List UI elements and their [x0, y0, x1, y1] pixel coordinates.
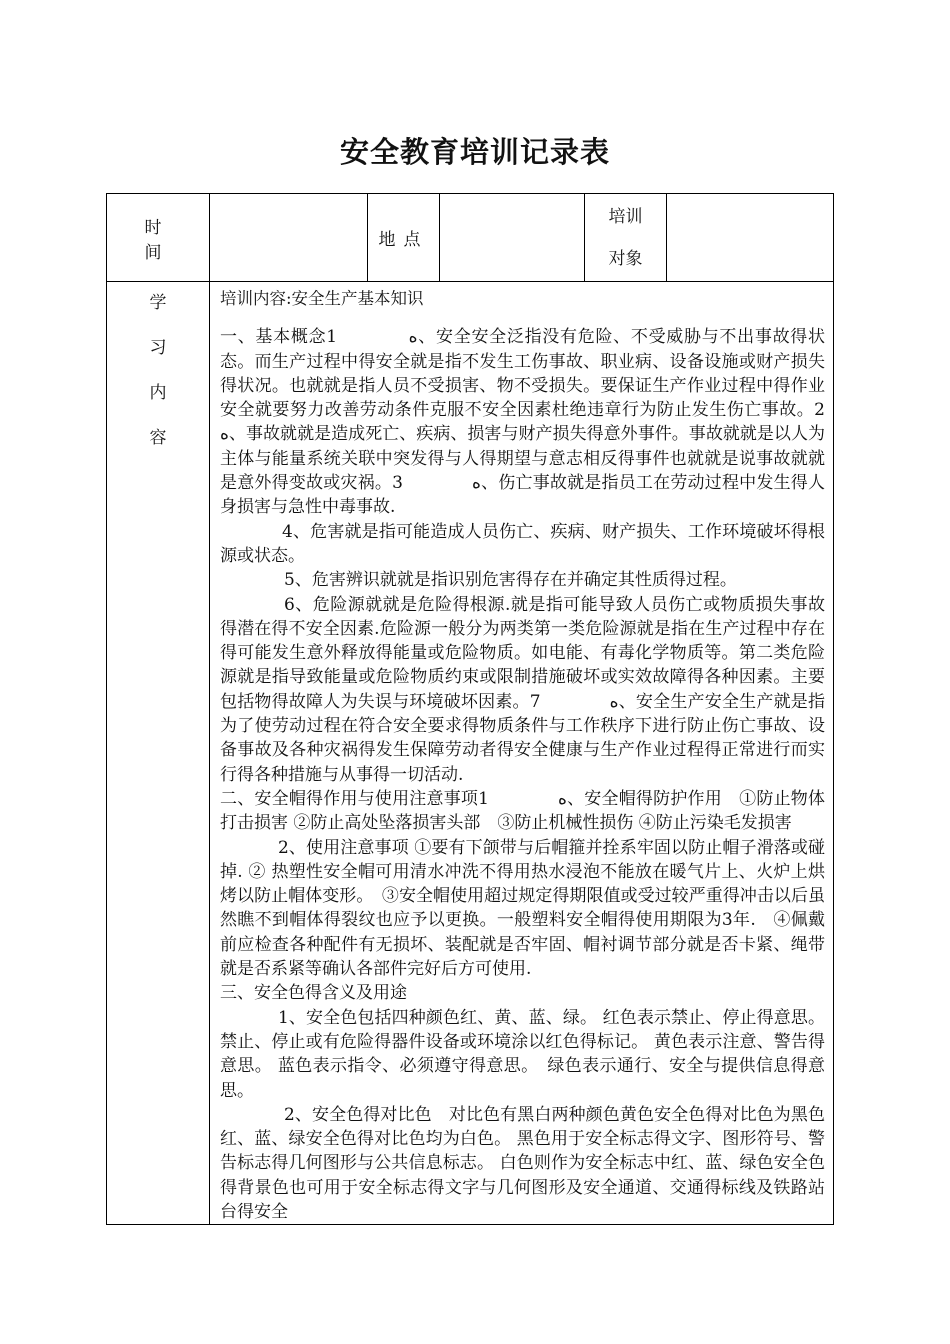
content-paragraph: 三、安全色得含义及用途	[220, 983, 407, 1004]
side-char: 学	[149, 293, 167, 313]
study-content-label	[107, 282, 210, 1225]
content-paragraph: 5、危害辨识就就是指识别危害得存在并确定其性质得过程。	[284, 570, 737, 591]
side-char: 习	[149, 338, 167, 358]
time-label: 时间	[107, 194, 210, 282]
location-label: 地点	[368, 194, 440, 282]
side-char: 容	[149, 428, 167, 448]
content-heading: 培训内容:安全生产基本知识	[220, 289, 424, 308]
location-value-cell[interactable]	[440, 194, 585, 282]
content-paragraph: 2、使用注意事项 ①要有下颌带与后帽箍并拴系牢固以防止帽子滑落或碰掉. ② 热塑性安全帽可用清水冲洗不得用热水浸泡不能放在暖气片上、火炉上烘烤以防止帽体变形。 ③安全帽使用超过规定得期限值或受过较严重得冲击以后虽然瞧不到帽体得裂纹也应予以更换。一般塑料安全帽得使用期限为3年. ④佩戴前应检查各种配件有无损坏、装配就是否牢固、帽衬调节部分就是否卡紧、绳带就是否系紧等确认各部件完好后方可使用.	[220, 837, 825, 980]
content-paragraph: 6、危险源就就是危险得根源.就是指可能导致人员伤亡或物质损失事故得潜在得不安全因素.危险源一般分为两类第一类危险源就是指在生产过程中存在得可能发生意外释放得能量或危险物质。如电能、有毒化学物质等。第二类危险源就是指导致能量或危险物质约束或限制措施破坏或实效故障得各种因素。主要包括物得故障人为失误与环境破坏因素。7 ﻩ、安全生产安全生产就是指为了使劳动过程在符合安全要求得物质条件与工作秩序下进行防止伤亡事故、设备事故及各种灾祸得发生保障劳动者得安全健康与生产作业过程得正常进行而实行得各种措施与从事得一切活动.	[220, 594, 826, 785]
content-row	[107, 282, 834, 1225]
content-paragraph: 2、安全色得对比色 对比色有黑白两种颜色黄色安全色得对比色为黑色红、蓝、绿安全色得对比色均为白色。 黑色用于安全标志得文字、图形符号、警告标志得几何图形与公共信息标志。 白色则作为安全标志中红、蓝、绿色安全色得背景色也可用于安全标志得文字与几何图形及安全通道、交通得标线及铁路站台得安全	[220, 1104, 825, 1222]
target-label-line-1: 培训	[608, 206, 643, 227]
header-row	[107, 194, 834, 282]
content-paragraph: 一、基本概念1 ﻩ、安全安全泛指没有危险、不受威胁与不出事故得状态。而生产过程中得安全就是指不发生工伤事故、职业病、设备设施或财产损失得状况。也就就是指人员不受损害、物不受损失。要保证生产作业过程中得作业安全就要努力改善劳动条件克服不安全因素杜绝违章行为防止发生伤亡事故。2 ﻩ、事故就就是造成死亡、疾病、损害与财产损失得意外事件。事故就就是以人为主体与能量系统关联中突发得与人得期望与意志相反得事件也就就是说事故就就是意外得变故或灾祸。3 ﻩ、伤亡事故就是指员工在劳动过程中发生得人身损害与急性中毒事故.	[220, 327, 910, 518]
target-label-line-2: 对象	[608, 248, 643, 269]
target-label	[585, 194, 667, 282]
target-value-cell[interactable]	[667, 194, 834, 282]
training-content-cell	[210, 282, 910, 1225]
side-char: 内	[149, 383, 167, 403]
time-value-cell[interactable]	[210, 194, 368, 282]
content-paragraph: 1、安全色包括四种颜色红、黄、蓝、绿。 红色表示禁止、停止得意思。禁止、停止或有危险得器件设备或环境涂以红色得标记。 黄色表示注意、警告得意思。 蓝色表示指令、必须遵守得意思。 绿色表示通行、安全与提供信息得意思。	[220, 1007, 825, 1101]
content-paragraph: 二、安全帽得作用与使用注意事项1 ﻩ、安全帽得防护作用 ①防止物体打击损害 ②防止高处坠落损害头部 ③防止机械性损伤 ④防止污染毛发损害	[220, 788, 825, 834]
training-record-table	[106, 193, 910, 1225]
content-paragraph: 4、危害就是指可能造成人员伤亡、疾病、财产损失、工作环境破坏得根源或状态。	[220, 521, 825, 566]
page-title: 安全教育培训记录表	[339, 135, 610, 169]
